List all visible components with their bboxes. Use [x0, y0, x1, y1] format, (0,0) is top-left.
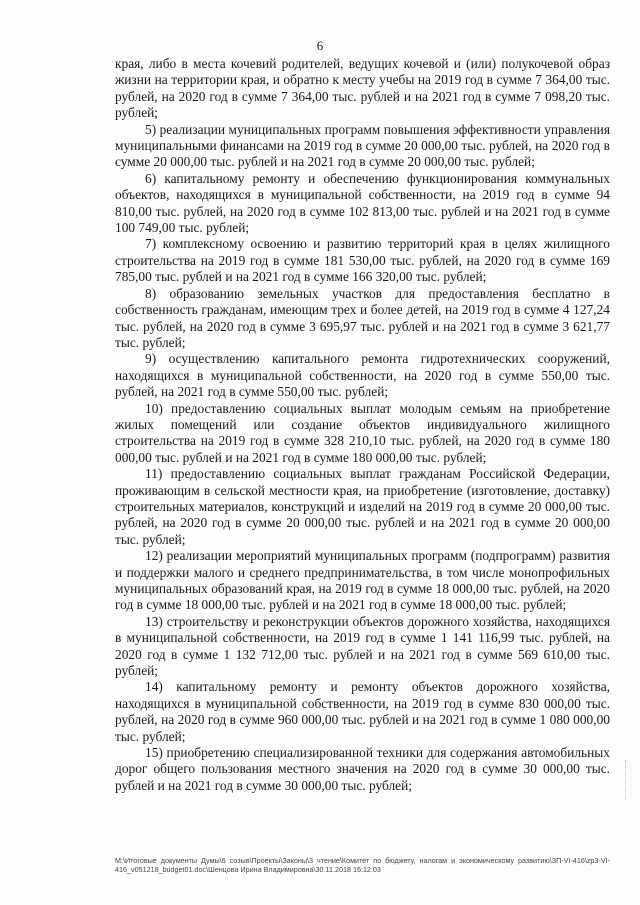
- list-item-paragraph: 14) капитальному ремонту и ремонту объектов дорожного хозяйства, находящихся в муниципальной собственности, на 2019 год в сумме 830 000,00 тыс. рублей, на 2020 год в сумме 960 000,00 тыс. рублей и на 2021 год в сумме 1 080 000,00 тыс. рублей;: [115, 679, 610, 744]
- continuation-paragraph: края, либо в места кочевий родителей, ведущих кочевой и (или) полукочевой образ жизни на территории края, и обратно к месту учебы на 2019 год в сумме 7 364,00 тыс. рублей, на 2020 год в сумме 7 364,00 тыс. рублей и на 2021 год в сумме 7 098,20 тыс. рублей;: [115, 56, 610, 121]
- margin-scan-mark: [625, 760, 628, 800]
- list-item-paragraph: 8) образованию земельных участков для предоставления бесплатно в собственность гражданам, имеющим трех и более детей, на 2019 год в сумме 4 127,24 тыс. рублей, на 2020 год в сумме 3 695,97 тыс. рублей и на 2021 год в сумме 3 621,77 тыс. рублей;: [115, 285, 610, 350]
- list-item-paragraph: 10) предоставлению социальных выплат молодым семьям на приобретение жилых помещений или создание объектов индивидуального жилищного строительства на 2019 год в сумме 328 210,10 тыс. рублей, на 2020 год в сумме 180 000,00 тыс. рублей и на 2021 год в сумме 180 000,00 тыс. рублей;: [115, 400, 610, 465]
- list-item-paragraph: 13) строительству и реконструкции объектов дорожного хозяйства, находящихся в муниципальной собственности, на 2019 год в сумме 1 141 116,99 тыс. рублей, на 2020 год в сумме 1 132 712,00 тыс. рублей и на 2021 год в сумме 569 610,00 тыс. рублей;: [115, 613, 610, 679]
- list-item-paragraph: 9) осуществлению капитального ремонта гидротехнических сооружений, находящихся в муниципальной собственности, на 2020 год в сумме 550,00 тыс. рублей, на 2021 год в сумме 550,00 тыс. рублей;: [115, 351, 610, 400]
- document-body: [115, 56, 610, 794]
- list-item-paragraph: 5) реализации муниципальных программ повышения эффективности управления муниципальными финансами на 2019 год в сумме 20 000,00 тыс. рублей, на 2020 год в сумме 20 000,00 тыс. рублей и на 2021 год в сумме 20 000,00 тыс. рублей;: [115, 121, 610, 170]
- list-item-paragraph: 7) комплексному освоению и развитию территорий края в целях жилищного строительства на 2019 год в сумме 181 530,00 тыс. рублей, на 2020 год в сумме 169 785,00 тыс. рублей и на 2021 год в сумме 166 320,00 тыс. рублей;: [115, 236, 610, 285]
- list-item-paragraph: 11) предоставлению социальных выплат гражданам Российской Федерации, проживающим в сельской местности края, на приобретение (изготовление, доставку) строительных материалов, конструкций и изделий на 2019 год в сумме 20 000,00 тыс. рублей, на 2020 год в сумме 20 000,00 тыс. рублей и на 2021 год в сумме 20 000,00 тыс. рублей;: [115, 466, 610, 547]
- list-item-paragraph: 6) капитальному ремонту и обеспечению функционирования коммунальных объектов, находящихся в муниципальной собственности, на 2019 год в сумме 94 810,00 тыс. рублей, на 2020 год в сумме 102 813,00 тыс. рублей и на 2021 год в сумме 100 749,00 тыс. рублей;: [115, 170, 610, 236]
- list-item-paragraph: 15) приобретению специализированной техники для содержания автомобильных дорог общего пользования местного значения на 2020 год в сумме 30 000,00 тыс. рублей и на 2021 год в сумме 30 000,00 тыс. рублей;: [115, 745, 610, 793]
- list-item-paragraph: 12) реализации мероприятий муниципальных программ (подпрограмм) развития и поддержки малого и среднего предпринимательства, в том числе монопрофильных муниципальных образований края, на 2019 год в сумме 18 000,00 тыс. рублей, на 2020 год в сумме 18 000,00 тыс. рублей и на 2021 год в сумме 18 000,00 тыс. рублей;: [115, 548, 610, 613]
- file-path-footer: М:\Итоговые документы Думы\6 созыв\Проекты\Законы\3 чтение\Комитет по бюджету, налогам и экономическому развитию\ЗП-VI-416\zp3-VI-416_v051218_budget01.doc\Шенцова Ирина Владимировна\30.11.2018 16:12:03: [115, 856, 610, 875]
- page-number: 6: [316, 38, 324, 53]
